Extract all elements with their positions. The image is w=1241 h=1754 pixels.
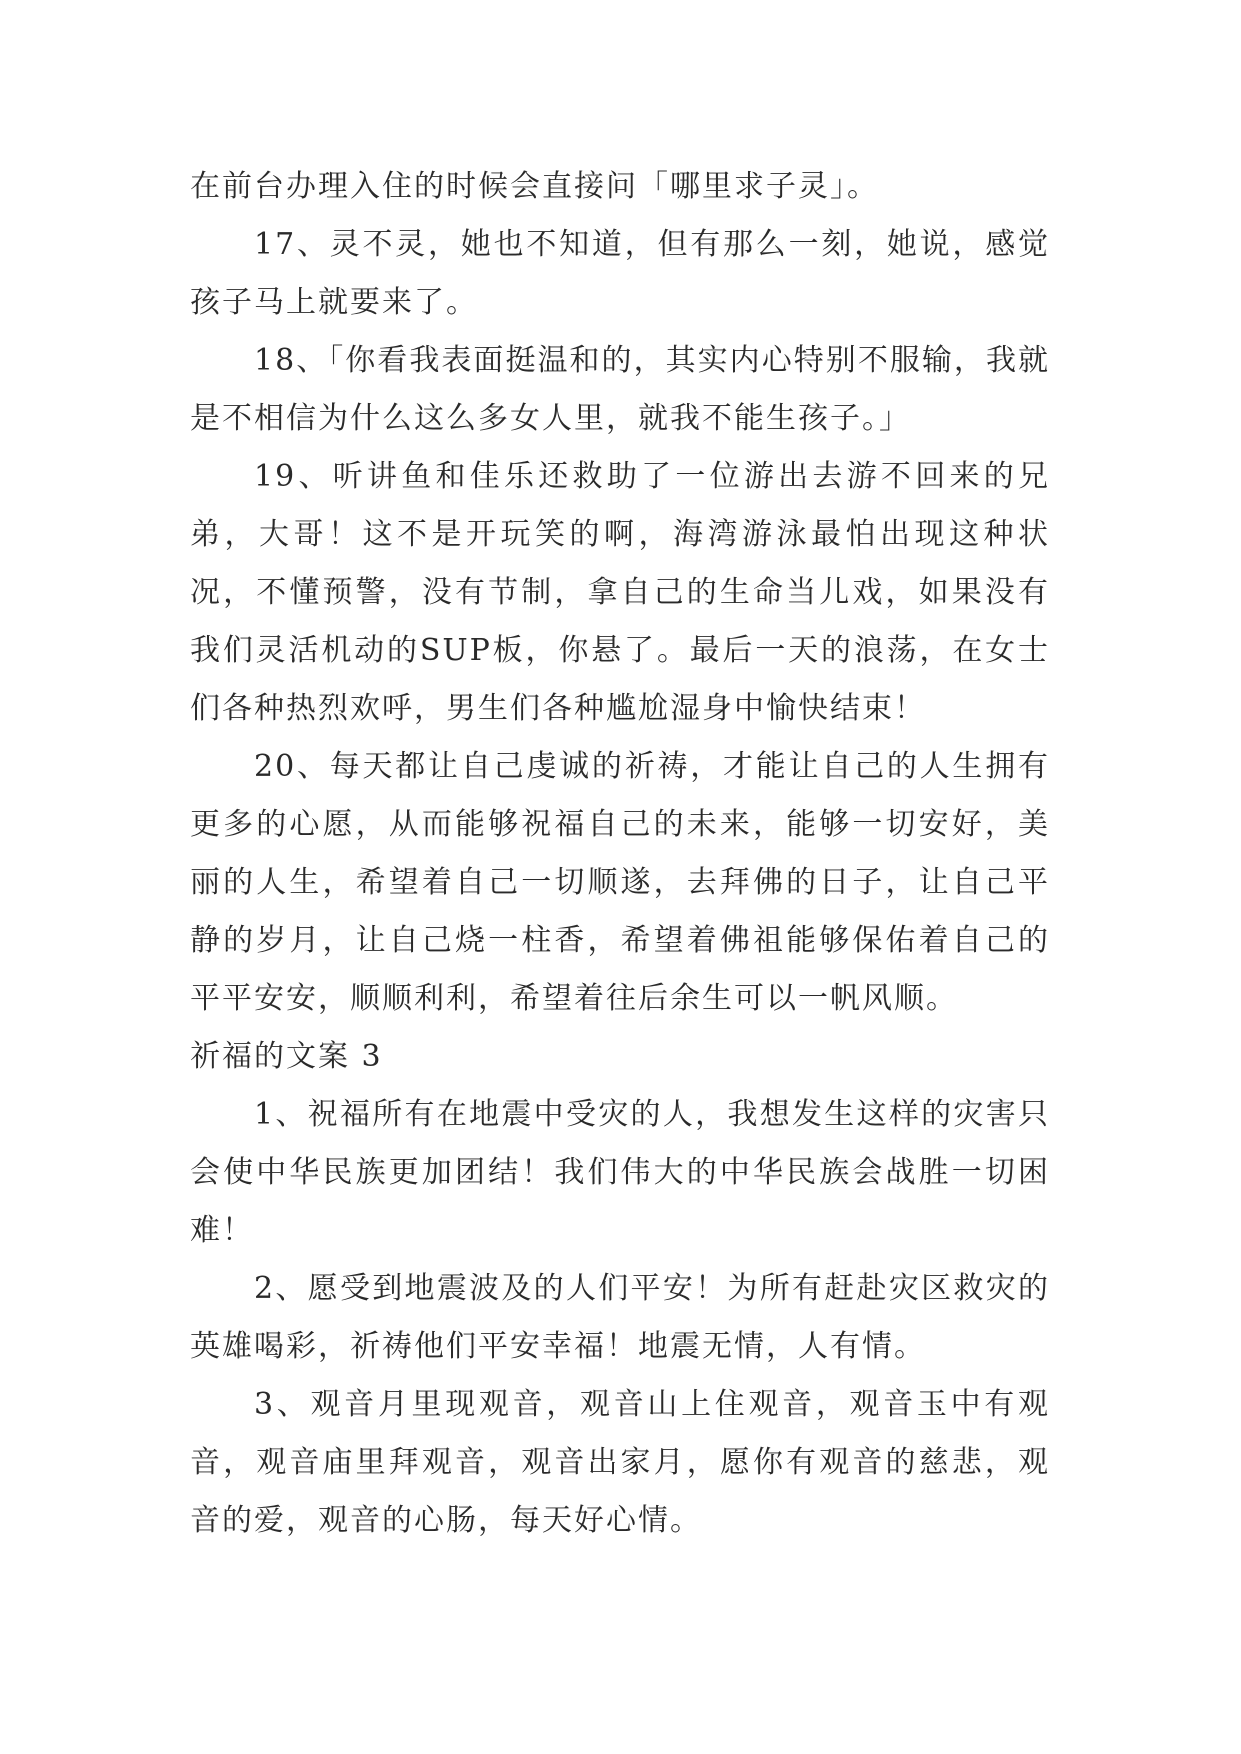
section-paragraph-2: 2、愿受到地震波及的人们平安！为所有赶赴灾区救灾的英雄喝彩，祈祷他们平安幸福！地震无情，人有情。 [190, 1271, 1050, 1364]
paragraph-continuation: 在前台办理入住的时候会直接问「哪里求子灵」。 [190, 169, 879, 204]
paragraph-item-19: 19、听讲鱼和佳乐还救助了一位游出去游不回来的兄弟，大哥！这不是开玩笑的啊，海湾游泳最怕出现这种状况，不懂预警，没有节制，拿自己的生命当儿戏，如果没有我们灵活机动的SUP板，你悬了。最后一天的浪荡，在女士们各种热烈欢呼，男生们各种尴尬湿身中愉快结束！ [190, 459, 1050, 726]
paragraph-item-18: 18、「你看我表面挺温和的，其实内心特别不服输，我就是不相信为什么这么多女人里，就我不能生孩子。」 [190, 343, 1050, 436]
section-paragraph-1: 1、祝福所有在地震中受灾的人，我想发生这样的灾害只会使中华民族更加团结！我们伟大的中华民族会战胜一切困难！ [190, 1097, 1050, 1248]
document-page [190, 158, 1050, 1550]
section-paragraph-3: 3、观音月里现观音，观音山上住观音，观音玉中有观音，观音庙里拜观音，观音出家月，愿你有观音的慈悲，观音的爱，观音的心肠，每天好心情。 [190, 1387, 1050, 1538]
paragraph-item-20: 20、每天都让自己虔诚的祈祷，才能让自己的人生拥有更多的心愿，从而能够祝福自己的未来，能够一切安好，美丽的人生，希望着自己一切顺遂，去拜佛的日子，让自己平静的岁月，让自己烧一柱香，希望着佛祖能够保佑着自己的平平安安，顺顺利利，希望着往后余生可以一帆风顺。 [190, 749, 1050, 1016]
paragraph-item-17: 17、灵不灵，她也不知道，但有那么一刻，她说，感觉孩子马上就要来了。 [190, 227, 1050, 320]
section-heading: 祈福的文案 3 [190, 1039, 383, 1074]
